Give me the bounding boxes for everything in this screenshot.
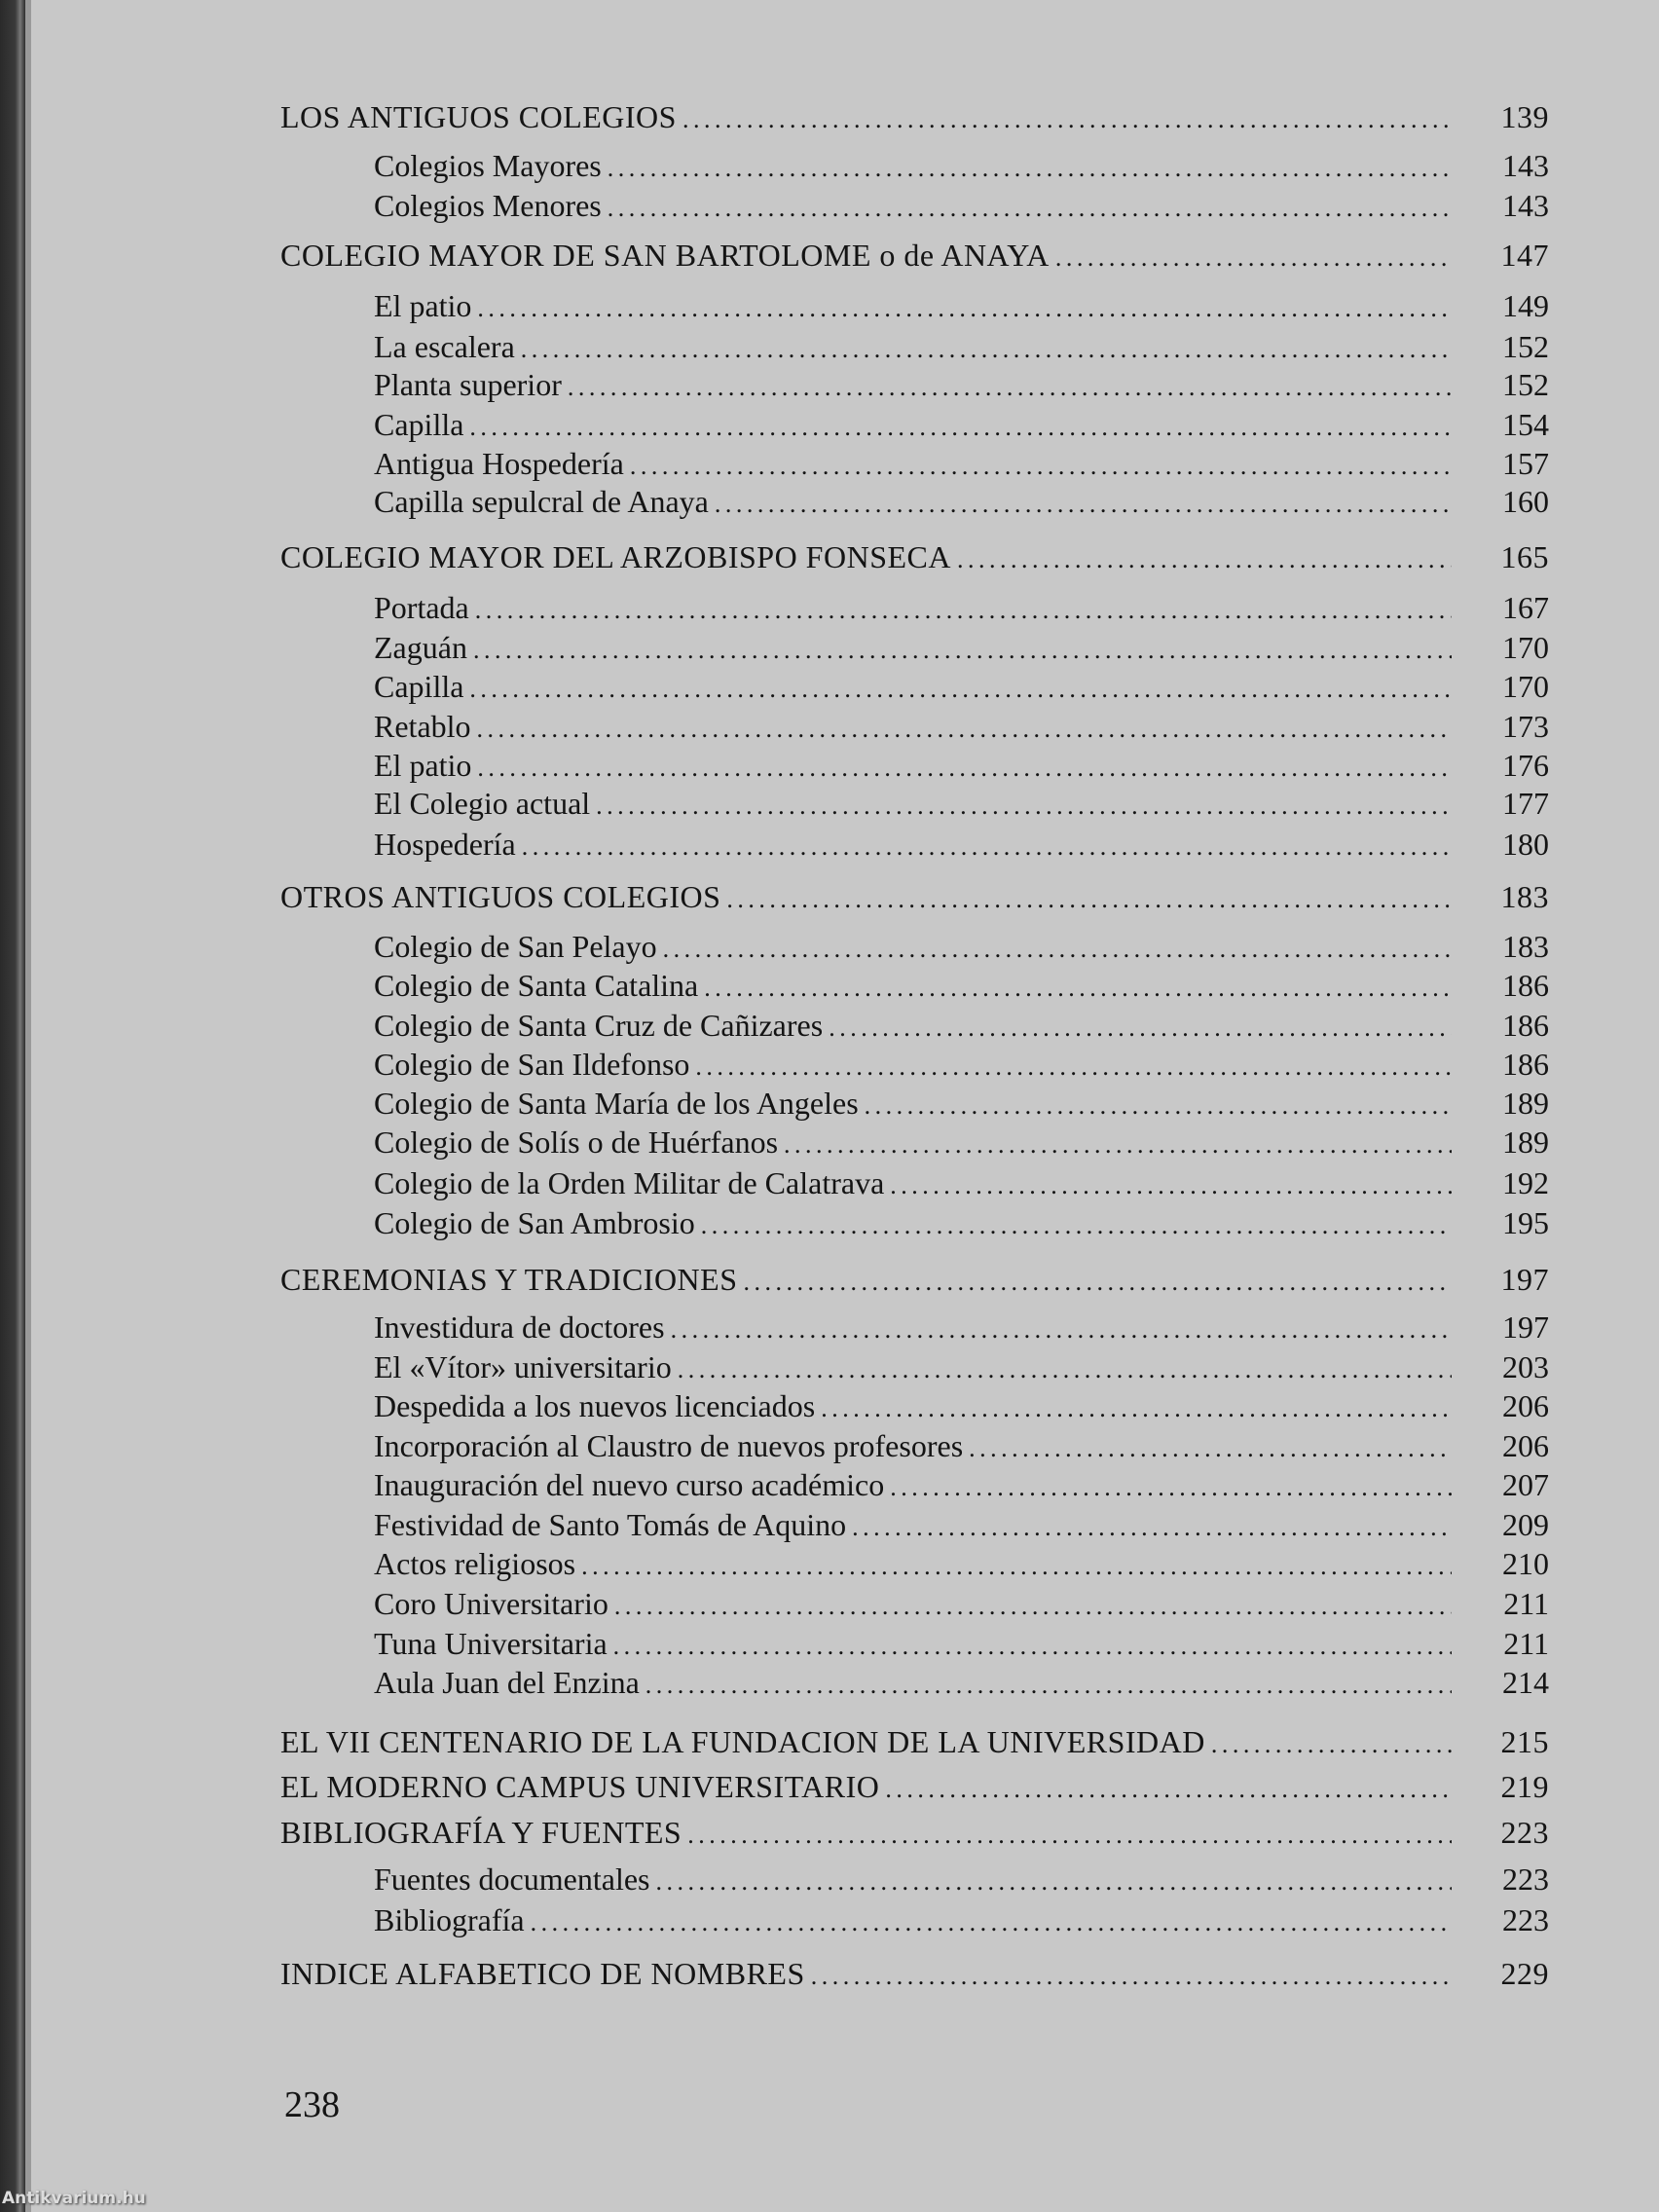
entry-title: Colegios Menores (374, 188, 602, 223)
entry-title: EL VII CENTENARIO DE LA FUNDACION DE LA UNIVERSIDAD (280, 1724, 1205, 1759)
entry-page: 170 (1502, 630, 1549, 665)
entry-page: 180 (1502, 827, 1549, 862)
entry-title: Coro Universitario (374, 1586, 608, 1621)
toc-section (280, 1769, 1549, 1807)
entry-title: Capilla (374, 407, 464, 442)
toc-subentry (374, 407, 1549, 445)
toc-subentry (374, 1349, 1549, 1387)
entry-page: 197 (1502, 1309, 1549, 1345)
toc-subentry (374, 827, 1549, 865)
entry-title: Colegio de San Pelayo (374, 929, 657, 964)
entry-title: LOS ANTIGUOS COLEGIOS (280, 99, 677, 134)
dot-leader (568, 370, 1452, 405)
entry-title: Fuentes documentales (374, 1862, 650, 1897)
entry-title: La escalera (374, 329, 515, 364)
toc-subentry (374, 1586, 1549, 1624)
entry-page: 143 (1502, 148, 1549, 183)
entry-page: 223 (1502, 1902, 1549, 1937)
entry-page: 183 (1502, 929, 1549, 964)
dot-leader (475, 593, 1452, 628)
entry-title: INDICE ALFABETICO DE NOMBRES (280, 1956, 805, 1991)
entry-title: El Colegio actual (374, 786, 591, 821)
toc-subentry (374, 786, 1549, 824)
entry-page: 223 (1502, 1862, 1549, 1897)
toc-subentry (374, 1665, 1549, 1703)
entry-page: 211 (1503, 1586, 1549, 1621)
entry-title: Despedida a los nuevos licenciados (374, 1388, 816, 1423)
toc-subentry (374, 329, 1549, 367)
entry-title: Incorporación al Claustro de nuevos profesores (374, 1428, 964, 1463)
dot-leader (1055, 240, 1452, 276)
dot-leader (596, 789, 1452, 824)
entry-title: Hospedería (374, 827, 516, 862)
entry-page: 186 (1502, 968, 1549, 1003)
toc-subentry (374, 1165, 1549, 1203)
toc-subentry (374, 1388, 1549, 1426)
entry-title: Planta superior (374, 367, 562, 402)
entry-title: CEREMONIAS Y TRADICIONES (280, 1262, 738, 1297)
toc-subentry (374, 1428, 1549, 1466)
toc-section (280, 1956, 1549, 1994)
entry-page: 143 (1502, 188, 1549, 223)
entry-title: Inauguración del nuevo curso académico (374, 1467, 885, 1502)
entry-title: COLEGIO MAYOR DEL ARZOBISPO FONSECA (280, 539, 951, 574)
dot-leader (865, 1088, 1452, 1124)
toc-subentry (374, 1626, 1549, 1664)
entry-page: 186 (1502, 1047, 1549, 1082)
entry-page: 149 (1502, 288, 1549, 323)
entry-page: 147 (1500, 238, 1549, 273)
toc-section (280, 1815, 1549, 1853)
dot-leader (608, 151, 1452, 186)
entry-title: El patio (374, 748, 472, 783)
dot-leader (477, 291, 1452, 326)
dot-leader (678, 1352, 1452, 1387)
toc-subentry (374, 1047, 1549, 1085)
entry-page: 192 (1502, 1165, 1549, 1200)
entry-title: Colegio de Santa Catalina (374, 968, 699, 1003)
toc-subentry (374, 1205, 1549, 1243)
entry-title: Zaguán (374, 630, 467, 665)
entry-page: 219 (1500, 1769, 1549, 1804)
entry-page: 209 (1502, 1507, 1549, 1542)
entry-title: Investidura de doctores (374, 1309, 665, 1345)
toc-subentry (374, 367, 1549, 405)
entry-title: Colegio de Santa Cruz de Cañizares (374, 1008, 824, 1043)
toc-subentry (374, 1546, 1549, 1584)
toc-subentry (374, 630, 1549, 668)
entry-title: Festividad de Santo Tomás de Aquino (374, 1507, 847, 1542)
entry-page: 152 (1502, 329, 1549, 364)
dot-leader (890, 1470, 1452, 1505)
entry-page: 177 (1502, 786, 1549, 821)
entry-page: 197 (1500, 1262, 1549, 1297)
entry-page: 173 (1502, 709, 1549, 744)
dot-leader (469, 672, 1452, 707)
dot-leader (704, 971, 1452, 1006)
toc-subentry (374, 709, 1549, 747)
dot-leader (821, 1391, 1452, 1426)
entry-page: 195 (1502, 1205, 1549, 1240)
dot-leader (715, 487, 1452, 522)
entry-page: 189 (1502, 1124, 1549, 1160)
entry-page: 223 (1500, 1815, 1549, 1850)
toc-subentry (374, 968, 1549, 1006)
dot-leader (671, 1312, 1452, 1347)
entry-page: 170 (1502, 669, 1549, 704)
entry-title: El patio (374, 288, 472, 323)
dot-leader (701, 1208, 1452, 1243)
book-spine (0, 0, 25, 2212)
entry-title: Colegio de Solís o de Huérfanos (374, 1124, 779, 1160)
dot-leader (726, 882, 1452, 917)
entry-title: Portada (374, 590, 469, 625)
dot-leader (655, 1864, 1452, 1899)
dot-leader (531, 1905, 1452, 1940)
entry-page: 215 (1500, 1724, 1549, 1759)
entry-title: Retablo (374, 709, 471, 744)
entry-title: Colegios Mayores (374, 148, 602, 183)
entry-title: Bibliografía (374, 1902, 525, 1937)
toc-subentry (374, 484, 1549, 522)
dot-leader (852, 1510, 1452, 1545)
dot-leader (957, 542, 1452, 577)
toc-section (280, 238, 1549, 276)
entry-page: 210 (1502, 1546, 1549, 1581)
entry-page: 206 (1502, 1388, 1549, 1423)
toc-subentry (374, 1507, 1549, 1545)
dot-leader (695, 1050, 1452, 1085)
entry-page: 165 (1500, 539, 1549, 574)
toc-subentry (374, 1467, 1549, 1505)
toc-subentry (374, 446, 1549, 484)
entry-title: Colegio de San Ildefonso (374, 1047, 690, 1082)
toc-section (280, 1724, 1549, 1762)
entry-title: COLEGIO MAYOR DE SAN BARTOLOME o de ANAYA (280, 238, 1050, 273)
dot-leader (614, 1589, 1452, 1624)
entry-page: 167 (1502, 590, 1549, 625)
entry-page: 203 (1502, 1349, 1549, 1384)
entry-title: Capilla (374, 669, 464, 704)
toc-subentry (374, 929, 1549, 967)
toc-section (280, 539, 1549, 577)
toc-subentry (374, 1008, 1549, 1046)
toc-section (280, 879, 1549, 917)
entry-page: 206 (1502, 1428, 1549, 1463)
dot-leader (682, 102, 1452, 137)
dot-leader (784, 1127, 1452, 1162)
toc-subentry (374, 1902, 1549, 1940)
entry-title: Capilla sepulcral de Anaya (374, 484, 709, 519)
dot-leader (581, 1549, 1452, 1584)
entry-page: 160 (1502, 484, 1549, 519)
entry-page: 229 (1500, 1956, 1549, 1991)
toc-subentry (374, 748, 1549, 786)
page-number: 238 (284, 2084, 340, 2125)
entry-title: Tuna Universitaria (374, 1626, 608, 1661)
entry-page: 152 (1502, 367, 1549, 402)
dot-leader (969, 1431, 1452, 1466)
toc-subentry (374, 1309, 1549, 1347)
entry-page: 157 (1502, 446, 1549, 481)
toc-section (280, 99, 1549, 137)
entry-title: El «Vítor» universitario (374, 1349, 672, 1384)
entry-title: BIBLIOGRAFÍA Y FUENTES (280, 1815, 682, 1850)
entry-title: OTROS ANTIGUOS COLEGIOS (280, 879, 721, 914)
dot-leader (477, 712, 1452, 747)
toc-subentry (374, 288, 1549, 326)
entry-title: Aula Juan del Enzina (374, 1665, 640, 1700)
entry-title: Colegio de San Ambrosio (374, 1205, 695, 1240)
toc-subentry (374, 669, 1549, 707)
toc-subentry (374, 590, 1549, 628)
toc-subentry (374, 1124, 1549, 1162)
dot-leader (885, 1772, 1452, 1807)
dot-leader (608, 191, 1452, 226)
page-edge (25, 0, 31, 2212)
dot-leader (473, 633, 1452, 668)
dot-leader (663, 932, 1452, 967)
dot-leader (522, 830, 1452, 865)
dot-leader (829, 1011, 1452, 1046)
dot-leader (1211, 1727, 1452, 1762)
toc-subentry (374, 188, 1549, 226)
dot-leader (613, 1629, 1452, 1664)
entry-page: 186 (1502, 1008, 1549, 1043)
entry-page: 207 (1502, 1467, 1549, 1502)
entry-title: EL MODERNO CAMPUS UNIVERSITARIO (280, 1769, 880, 1804)
entry-page: 139 (1500, 99, 1549, 134)
watermark: Antikvarium.hu (2, 2189, 146, 2208)
entry-title: Antigua Hospedería (374, 446, 624, 481)
toc-subentry (374, 148, 1549, 186)
dot-leader (687, 1818, 1452, 1853)
entry-page: 176 (1502, 748, 1549, 783)
entry-page: 214 (1502, 1665, 1549, 1700)
dot-leader (811, 1959, 1452, 1994)
dot-leader (630, 449, 1452, 484)
entry-page: 183 (1500, 879, 1549, 914)
dot-leader (477, 751, 1452, 786)
toc-subentry (374, 1862, 1549, 1899)
dot-leader (645, 1668, 1452, 1703)
dot-leader (744, 1265, 1453, 1300)
entry-title: Actos religiosos (374, 1546, 576, 1581)
entry-page: 189 (1502, 1086, 1549, 1121)
dot-leader (521, 332, 1452, 367)
dot-leader (890, 1168, 1452, 1203)
toc-subentry (374, 1086, 1549, 1124)
dot-leader (469, 410, 1452, 445)
entry-title: Colegio de la Orden Militar de Calatrava (374, 1165, 885, 1200)
entry-page: 211 (1503, 1626, 1549, 1661)
toc-section (280, 1262, 1549, 1300)
entry-page: 154 (1502, 407, 1549, 442)
entry-title: Colegio de Santa María de los Angeles (374, 1086, 859, 1121)
